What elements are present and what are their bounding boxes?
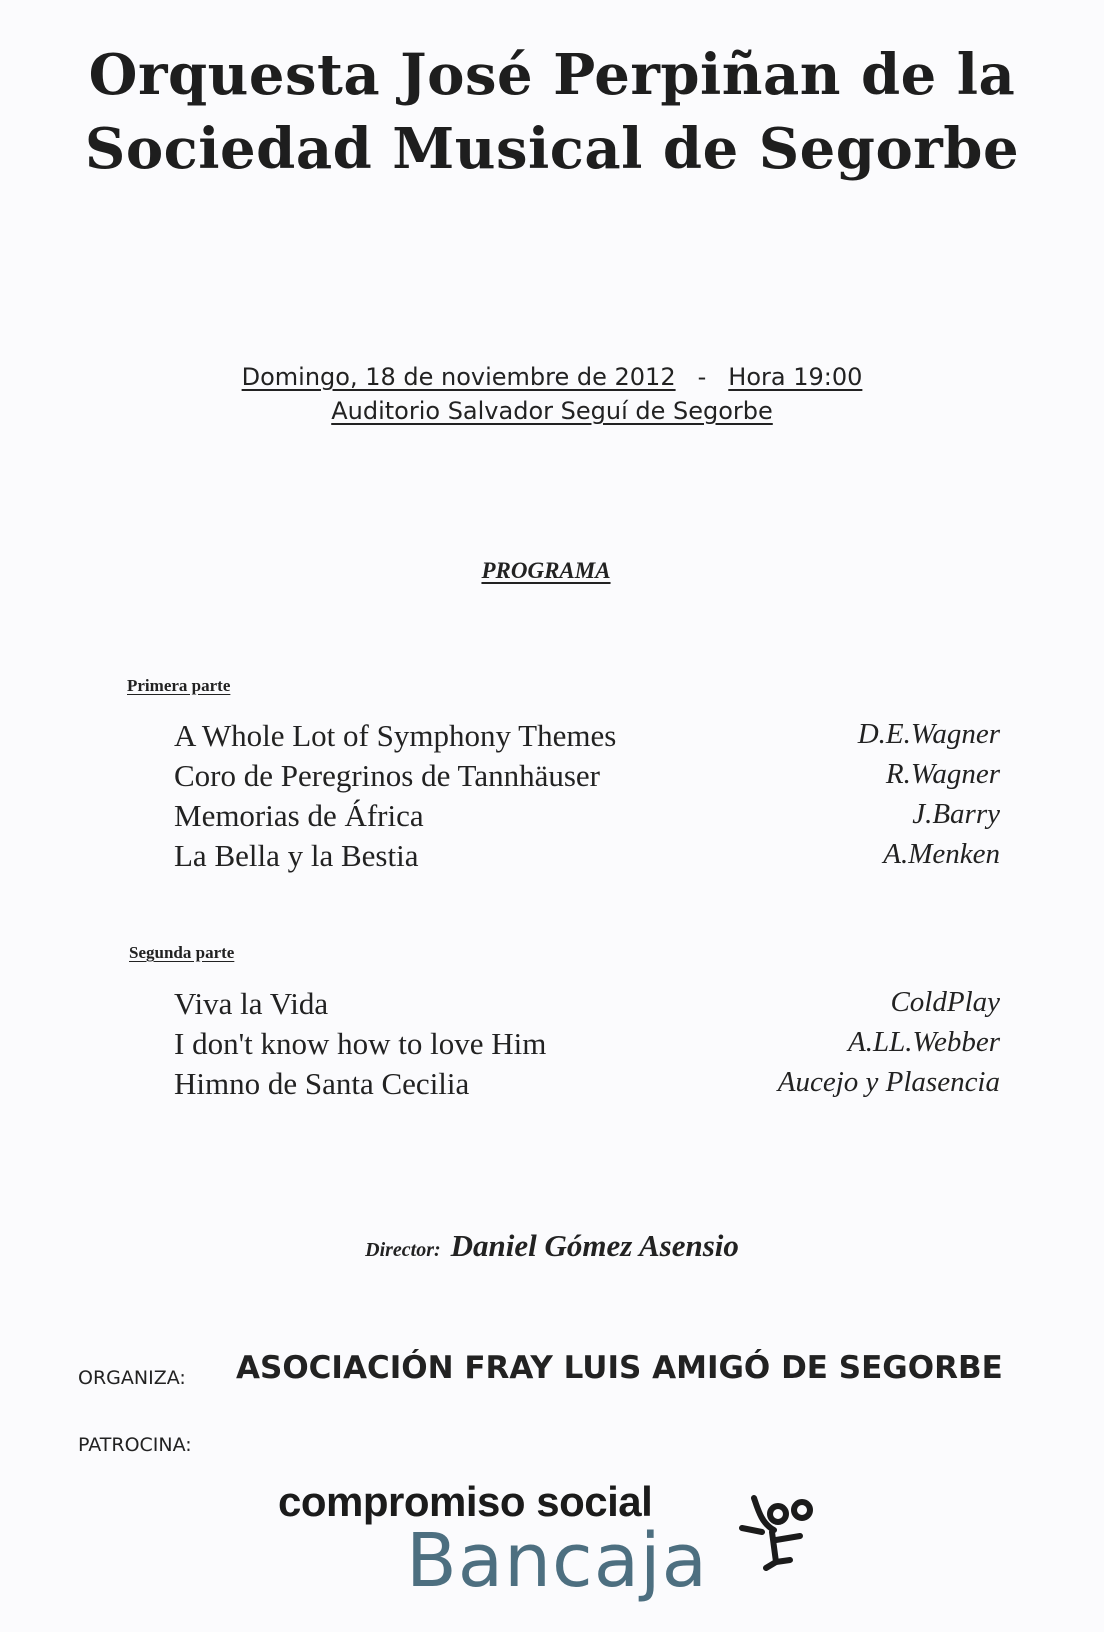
- title-line-1: Orquesta José Perpiñan de la: [88, 42, 1016, 108]
- programa-heading: PROGRAMA: [481, 558, 611, 583]
- work-title: Memorias de África: [174, 798, 424, 833]
- primera-parte-label: Primera parte: [127, 676, 231, 695]
- work-composer: D.E.Wagner: [857, 718, 1000, 750]
- page-title: [0, 38, 1104, 186]
- segunda-parte-works: [174, 984, 1000, 1104]
- work-composer: R.Wagner: [885, 758, 1000, 790]
- segunda-parte-label: Segunda parte: [129, 943, 235, 962]
- work-title: A Whole Lot of Symphony Themes: [174, 718, 617, 753]
- director-line: [0, 1228, 1104, 1264]
- title-line-2: Sociedad Musical de Segorbe: [84, 116, 1020, 182]
- program-item: [174, 796, 1000, 836]
- program-item: [174, 836, 1000, 876]
- event-info: [0, 360, 1104, 428]
- bancaja-figure-icon: [732, 1484, 824, 1584]
- work-composer: A.Menken: [883, 838, 1000, 870]
- program-item: [174, 716, 1000, 756]
- program-item: [174, 1024, 1000, 1064]
- program-item: [174, 984, 1000, 1024]
- work-composer: A.LL.Webber: [848, 1026, 1000, 1058]
- work-title: Coro de Peregrinos de Tannhäuser: [174, 758, 600, 793]
- director-label: Director:: [365, 1239, 441, 1261]
- organizer-name: ASOCIACIÓN FRAY LUIS AMIGÓ DE SEGORBE: [236, 1350, 1003, 1386]
- organiza-label: ORGANIZA:: [78, 1367, 186, 1389]
- work-composer: J.Barry: [912, 798, 1000, 830]
- director-name: Daniel Gómez Asensio: [450, 1228, 739, 1263]
- event-venue: Auditorio Salvador Seguí de Segorbe: [331, 397, 773, 425]
- program-item: [174, 756, 1000, 796]
- work-composer: ColdPlay: [890, 986, 1000, 1018]
- event-date: Domingo, 18 de noviembre de 2012: [241, 363, 676, 391]
- event-separator: -: [697, 363, 707, 391]
- work-title: Himno de Santa Cecilia: [174, 1066, 470, 1101]
- event-time: Hora 19:00: [728, 363, 863, 391]
- sponsor-logo: [278, 1478, 838, 1618]
- work-title: I don't know how to love Him: [174, 1026, 547, 1061]
- event-date-time-line: [0, 360, 1104, 394]
- work-title: Viva la Vida: [174, 986, 329, 1021]
- primera-parte-works: [174, 716, 1000, 876]
- work-composer: Aucejo y Plasencia: [777, 1066, 1000, 1098]
- event-venue-line: [0, 394, 1104, 428]
- program-item: [174, 1064, 1000, 1104]
- sponsor-brand: Bancaja: [406, 1518, 708, 1604]
- work-title: La Bella y la Bestia: [174, 838, 419, 873]
- patrocina-label: PATROCINA:: [78, 1434, 192, 1456]
- sponsor-tagline: compromiso social: [278, 1478, 653, 1525]
